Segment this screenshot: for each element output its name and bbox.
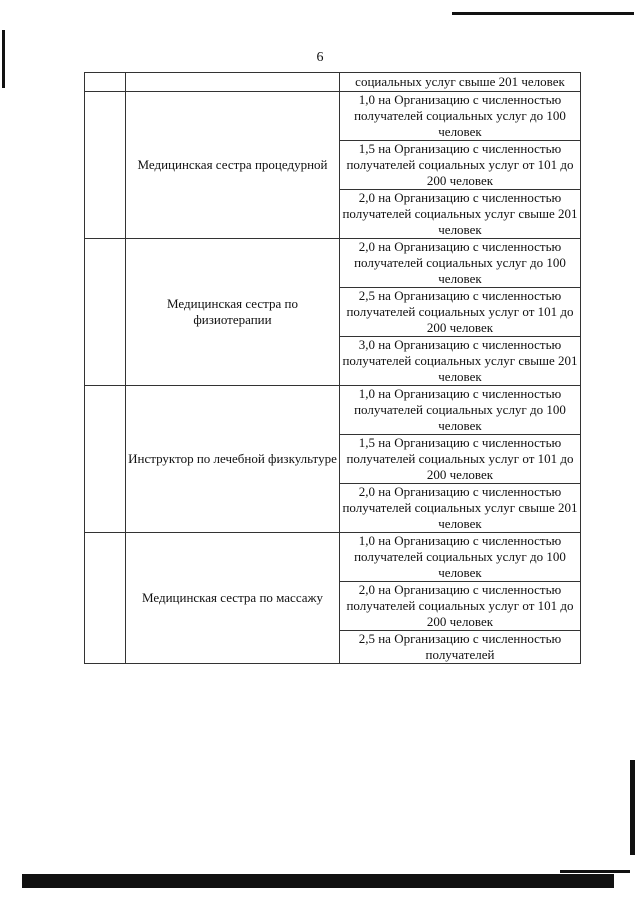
table-row <box>85 92 581 141</box>
norm-cell: 1,5 на Организацию с численностью получателей социальных услуг от 101 до 200 человек <box>340 141 581 190</box>
row-number-cell <box>85 92 126 239</box>
staffing-norms-table <box>84 72 581 664</box>
norm-cell: социальных услуг свыше 201 человек <box>340 73 581 92</box>
scan-edge-mark <box>452 12 634 15</box>
norm-cell: 2,0 на Организацию с численностью получателей социальных услуг свыше 201 человек <box>340 190 581 239</box>
table-row <box>85 239 581 288</box>
table-row <box>85 386 581 435</box>
scan-edge-mark <box>22 874 614 888</box>
row-number-cell <box>85 533 126 664</box>
row-number-cell <box>85 386 126 533</box>
norm-cell: 1,0 на Организацию с численностью получателей социальных услуг до 100 человек <box>340 92 581 141</box>
scan-edge-mark <box>560 870 630 873</box>
table-row-continuation <box>85 73 581 92</box>
norm-cell: 1,0 на Организацию с численностью получателей социальных услуг до 100 человек <box>340 386 581 435</box>
row-number-cell <box>85 73 126 92</box>
norm-cell: 2,0 на Организацию с численностью получателей социальных услуг до 100 человек <box>340 239 581 288</box>
norm-cell: 2,5 на Организацию с численностью получателей социальных услуг от 101 до 200 человек <box>340 288 581 337</box>
table-row <box>85 533 581 582</box>
position-cell <box>126 73 340 92</box>
norm-cell: 2,5 на Организацию с численностью получателей <box>340 631 581 664</box>
position-title: Инструктор по лечебной физкультуре <box>126 386 340 533</box>
norm-cell: 3,0 на Организацию с численностью получателей социальных услуг свыше 201 человек <box>340 337 581 386</box>
page-number: 6 <box>316 50 324 65</box>
norm-cell: 1,5 на Организацию с численностью получателей социальных услуг от 101 до 200 человек <box>340 435 581 484</box>
position-title: Медицинская сестра процедурной <box>126 92 340 239</box>
position-title: Медицинская сестра по массажу <box>126 533 340 664</box>
scan-edge-mark <box>630 760 635 855</box>
norm-cell: 2,0 на Организацию с численностью получателей социальных услуг от 101 до 200 человек <box>340 582 581 631</box>
row-number-cell <box>85 239 126 386</box>
norm-cell: 1,0 на Организацию с численностью получателей социальных услуг до 100 человек <box>340 533 581 582</box>
norm-cell: 2,0 на Организацию с численностью получателей социальных услуг свыше 201 человек <box>340 484 581 533</box>
position-title: Медицинская сестра по физиотерапии <box>126 239 340 386</box>
